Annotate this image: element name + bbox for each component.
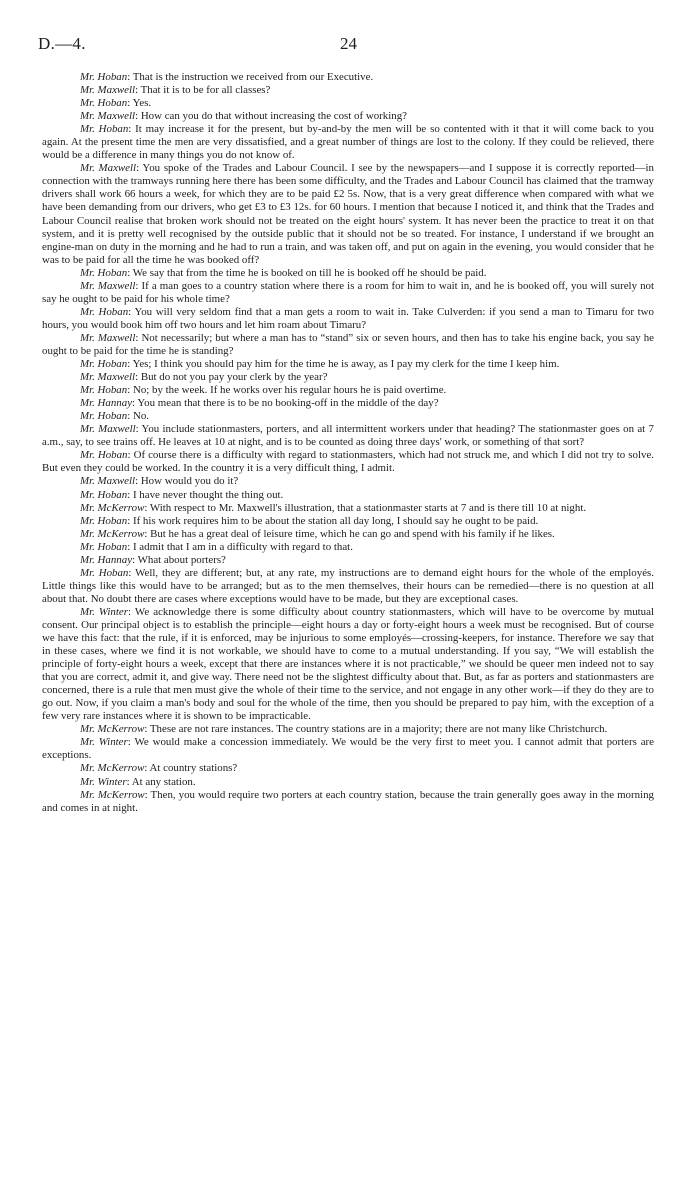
speech-text: How would you do it? bbox=[140, 475, 239, 488]
speech-text: You spoke of the Trades and Labour Council. I see by the newspapers—and I suppose it is correctly reported—in connection with the tramways running here there has been some difficulty, and the Trades and Labour Council has claimed that the tramway drivers shall work 66 hours a week, for which they are to be paid £2 5s. Now, that is a very great difference when compared with what we have been demanding from our drivers, who get £3 to £3 12s. for 60 hours. I mention that because I noticed it, and think that the Trades and Labour Council realise that broken work should not be treated on the eight hours' system. It has never been the practice to treat it on that system, and it is pretty well recognised by the outside public that it should not be so treated. For instance, I understand if we brought an engine-man on duty in the morning and he had to run a train, and was taken off, and put on again in the evening, you would consider that he was to be paid for all the time he was booked off? bbox=[42, 162, 654, 266]
speaker-separator: : bbox=[127, 540, 133, 553]
transcript-paragraph bbox=[42, 123, 654, 162]
speaker-name: Mr. Winter bbox=[80, 605, 128, 618]
speaker-separator: : bbox=[127, 605, 135, 618]
transcript-paragraph bbox=[42, 541, 654, 554]
speaker-separator: : bbox=[127, 410, 133, 423]
speaker-name: Mr. Hoban bbox=[80, 488, 128, 501]
speech-text: Then, you would require two porters at each country station, because the train generally goes away in the morning and comes in at night. bbox=[42, 788, 654, 814]
page-header bbox=[38, 34, 660, 54]
transcript-paragraph bbox=[42, 475, 654, 488]
speaker-name: Mr. Winter bbox=[80, 775, 127, 788]
speaker-separator: : bbox=[144, 788, 151, 801]
transcript-paragraph bbox=[42, 449, 654, 475]
speaker-separator: : bbox=[135, 84, 141, 97]
speech-text: Yes; I think you should pay him for the time he is away, as I pay my clerk for the time I keep him. bbox=[132, 358, 560, 371]
speech-text: At country stations? bbox=[149, 762, 238, 775]
transcript-paragraph bbox=[42, 84, 654, 97]
speech-text: Not necessarily; but where a man has to “stand” six or seven hours, and then has to take his engine back, you say he ought to be paid for the time he is standing? bbox=[42, 331, 654, 357]
speech-text: It may increase it for the present, but by-and-by the men will be so contented with it that it will come back to you again. At the present time the men are very dissatisfied, and a great number of things are lost to the colony. If they could be relieved, there would be a difference in many things you do not know of. bbox=[42, 123, 655, 162]
transcript-paragraph bbox=[42, 554, 654, 567]
speech-text: That it is to be for all classes? bbox=[140, 84, 271, 97]
speaker-separator: : bbox=[127, 449, 134, 462]
speech-text: At any station. bbox=[131, 775, 196, 788]
speaker-name: Mr. Hannay bbox=[80, 397, 133, 410]
transcript-paragraph bbox=[42, 723, 654, 736]
speaker-name: Mr. Hoban bbox=[80, 410, 128, 423]
speaker-separator: : bbox=[127, 266, 133, 279]
speaker-name: Mr. Hoban bbox=[80, 566, 129, 579]
speech-text: We acknowledge there is some difficulty about country stationmasters, which will have to be overcome by mutual consent. Our principal object is to establish the principle—eight hours a day or forty-eight hours a week must be recognised. But of course we have this fact: that the rule, if it is enforced, may be injurious to some employés—crossing-keepers, for instance. Therefore we say that in these cases, where we find it is not workable, we should have to come to a mutual understanding. If you say, “We will establish the principle of forty-eight hours a week, except that there are instances where it is not practicable,” we should be queer men indeed not to say that you are correct, admit it, and give way. There need not be the slightest difficulty about that. But, as far as porters and stationmasters are concerned, there is a rule that men must give the whole of their time to the service, and not engage in any other work—if they do they are to go out. Now, if you claim a man's body and soul for the whole of the time, then you should be prepared to pay him, with the exception of a few very rare instances where it is shown to be impracticable. bbox=[42, 605, 654, 723]
speaker-name: Mr. Hoban bbox=[80, 358, 128, 371]
speaker-name: Mr. Maxwell bbox=[80, 423, 136, 436]
speech-text: You mean that there is to be no booking-off in the middle of the day? bbox=[137, 397, 439, 410]
transcript-paragraph bbox=[42, 267, 654, 280]
speech-text: But he has a great deal of leisure time, which he can go and spend with his family if he likes. bbox=[150, 527, 555, 540]
speaker-separator: : bbox=[135, 279, 142, 292]
document-reference: D.—4. bbox=[38, 34, 86, 53]
speaker-name: Mr. Maxwell bbox=[80, 84, 136, 97]
speaker-name: Mr. Hoban bbox=[80, 449, 128, 462]
transcript-paragraph bbox=[42, 762, 654, 775]
speaker-name: Mr. McKerrow bbox=[80, 723, 145, 736]
transcript-paragraph bbox=[42, 110, 654, 123]
speaker-separator: : bbox=[144, 723, 150, 736]
speech-text: I have never thought the thing out. bbox=[132, 488, 284, 501]
speaker-separator: : bbox=[128, 305, 135, 318]
speaker-name: Mr. Hoban bbox=[80, 266, 128, 279]
speaker-name: Mr. Winter bbox=[80, 736, 128, 749]
transcript-paragraph bbox=[42, 606, 654, 723]
speech-text: If a man goes to a country station where there is a room for him to wait in, and he is booked off, you will surely not say he ought to be paid for his whole time? bbox=[42, 279, 655, 305]
speech-text: But do not you pay your clerk by the year? bbox=[140, 371, 328, 384]
speaker-separator: : bbox=[128, 566, 136, 579]
speaker-separator: : bbox=[144, 501, 150, 514]
speaker-separator: : bbox=[135, 475, 141, 488]
speaker-separator: : bbox=[127, 736, 135, 749]
transcript-paragraph bbox=[42, 528, 654, 541]
speaker-name: Mr. Hoban bbox=[80, 540, 128, 553]
speaker-separator: : bbox=[127, 488, 133, 501]
transcript-paragraph bbox=[42, 776, 654, 789]
speaker-separator: : bbox=[128, 123, 136, 136]
speech-text: If his work requires him to be about the station all day long, I should say he ought to be paid. bbox=[132, 514, 539, 527]
speaker-separator: : bbox=[135, 423, 142, 436]
speaker-separator: : bbox=[127, 514, 133, 527]
speaker-name: Mr. Hoban bbox=[80, 71, 128, 83]
speaker-separator: : bbox=[127, 71, 133, 83]
speech-text: Of course there is a difficulty with regard to stationmasters, which had not struck me, and which I did not try to solve. But even they could be worked. In the country it is a very difficult thing, I admit. bbox=[42, 449, 654, 475]
speech-text: We would make a concession immediately. We would be the very first to meet you. I cannot admit that porters are exceptions. bbox=[42, 736, 654, 762]
transcript-paragraph bbox=[42, 280, 654, 306]
speech-text: We say that from the time he is booked on till he is booked off he should be paid. bbox=[132, 266, 487, 279]
speaker-name: Mr. Hoban bbox=[80, 305, 129, 318]
speaker-separator: : bbox=[135, 371, 141, 384]
speech-text: With respect to Mr. Maxwell's illustration, that a stationmaster starts at 7 and is there till 10 at night. bbox=[149, 501, 587, 514]
speaker-name: Mr. Maxwell bbox=[80, 331, 136, 344]
transcript-body bbox=[42, 71, 654, 815]
transcript-paragraph bbox=[42, 489, 654, 502]
speech-text: That is the instruction we received from our Executive. bbox=[132, 71, 374, 83]
speaker-name: Mr. Maxwell bbox=[80, 110, 136, 123]
transcript-paragraph bbox=[42, 736, 654, 762]
speaker-separator: : bbox=[132, 553, 138, 566]
transcript-paragraph bbox=[42, 515, 654, 528]
speaker-name: Mr. Hoban bbox=[80, 384, 128, 397]
transcript-paragraph bbox=[42, 567, 654, 606]
transcript-paragraph bbox=[42, 410, 654, 423]
speaker-separator: : bbox=[127, 384, 133, 397]
speaker-separator: : bbox=[135, 110, 141, 123]
speaker-name: Mr. Maxwell bbox=[80, 279, 136, 292]
speaker-name: Mr. Hoban bbox=[80, 97, 128, 110]
speech-text: No; by the week. If he works over his regular hours he is paid overtime. bbox=[132, 384, 447, 397]
transcript-paragraph bbox=[42, 332, 654, 358]
transcript-paragraph bbox=[42, 358, 654, 371]
transcript-paragraph bbox=[42, 397, 654, 410]
speech-text: Well, they are different; but, at any rate, my instructions are to demand eight hours for the whole of the employés. Little things like this would have to be arranged; but as to the men themselves, their hours can be remedied—there is no question at all about that. No doubt there are cases where exceptions would have to be made, but they are exceptional cases. bbox=[42, 566, 654, 605]
speech-text: I admit that I am in a difficulty with regard to that. bbox=[132, 540, 353, 553]
transcript-paragraph bbox=[42, 71, 654, 84]
speech-text: What about porters? bbox=[137, 553, 226, 566]
transcript-paragraph bbox=[42, 789, 654, 815]
speaker-name: Mr. Hannay bbox=[80, 553, 133, 566]
speaker-separator: : bbox=[127, 358, 133, 371]
speech-text: You will very seldom find that a man gets a room to wait in. Take Culverden: if you send a man to Timaru for two hours, you would book him off two hours and let him roam about Timaru? bbox=[42, 305, 654, 331]
transcript-paragraph bbox=[42, 423, 654, 449]
speaker-separator: : bbox=[126, 775, 132, 788]
transcript-paragraph bbox=[42, 97, 654, 110]
speaker-name: Mr. Maxwell bbox=[80, 371, 136, 384]
speaker-separator: : bbox=[136, 162, 143, 175]
speaker-name: Mr. McKerrow bbox=[80, 762, 145, 775]
speaker-name: Mr. McKerrow bbox=[80, 501, 145, 514]
speech-text: These are not rare instances. The country stations are in a majority; there are not many like Christchurch. bbox=[149, 723, 608, 736]
speaker-name: Mr. Maxwell bbox=[80, 475, 136, 488]
transcript-paragraph bbox=[42, 162, 654, 266]
speaker-separator: : bbox=[144, 527, 151, 540]
speech-text: No. bbox=[132, 410, 149, 423]
transcript-paragraph bbox=[42, 306, 654, 332]
transcript-paragraph bbox=[42, 371, 654, 384]
speaker-separator: : bbox=[135, 331, 142, 344]
transcript-paragraph bbox=[42, 502, 654, 515]
speaker-name: Mr. Hoban bbox=[80, 123, 129, 136]
speech-text: You include stationmasters, porters, and all intermittent workers under that heading? The stationmaster goes on at 7 a.m., say, to see trains off. He leaves at 10 at night, and is to be counted as doing three days' work, or something of that sort? bbox=[42, 423, 654, 449]
speaker-name: Mr. Maxwell bbox=[80, 162, 137, 175]
speaker-name: Mr. McKerrow bbox=[80, 527, 145, 540]
speech-text: Yes. bbox=[132, 97, 152, 110]
speech-text: How can you do that without increasing the cost of working? bbox=[140, 110, 407, 123]
speaker-name: Mr. Hoban bbox=[80, 514, 128, 527]
speaker-separator: : bbox=[144, 762, 150, 775]
speaker-name: Mr. McKerrow bbox=[80, 788, 145, 801]
page-number: 24 bbox=[340, 34, 357, 53]
transcript-paragraph bbox=[42, 384, 654, 397]
speaker-separator: : bbox=[132, 397, 138, 410]
speaker-separator: : bbox=[127, 97, 133, 110]
